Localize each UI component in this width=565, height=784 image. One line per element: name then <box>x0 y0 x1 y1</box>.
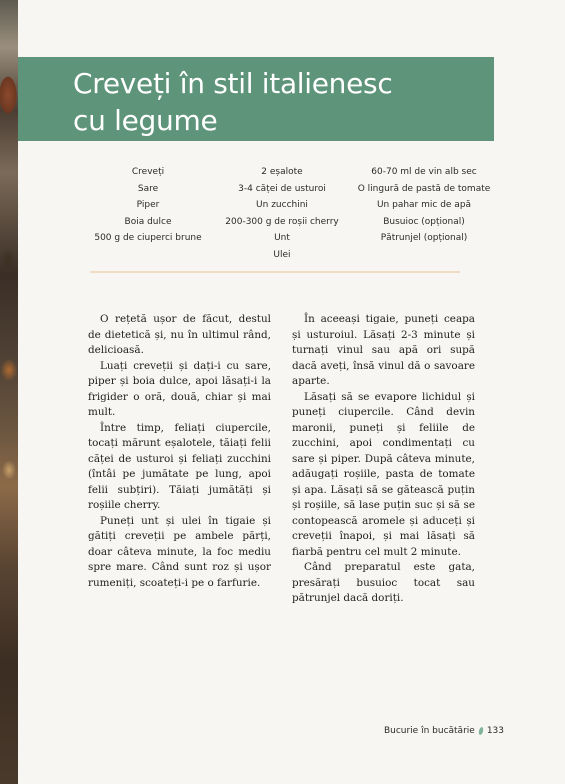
page-footer <box>384 726 504 736</box>
ingredient-item: Creveți <box>131 167 165 177</box>
ingredient-item: O lingură de pastă de tomate <box>357 183 491 194</box>
instruction-paragraph: Lăsați să se evapore lichidul și puneți ciupercile. Când devin maronii, puneți și feliile de zucchini, apoi condimentați cu sare și piper. După câteva minute, adăugați roșiile, pasta de tomate și apa. Lăsați să se gătească puțin și roșiile, să lase puțin suc și să se contopească aromele și aduceți și creveții înapoi, și mai lăsați să fiarbă pentru cel mult 2 minute. <box>292 390 475 558</box>
ingredient-item: 2 eșalote <box>261 167 303 177</box>
ingredient-item: Piper <box>136 200 160 210</box>
ingredient-item: Busuioc (opțional) <box>383 216 465 227</box>
instruction-paragraph: Luați creveții și dați-i cu sare, piper și boia dulce, apoi lăsați-i la frigider o oră, două, chiar și mai mult. <box>88 359 271 418</box>
ingredient-item: Pătrunjel (opțional) <box>380 233 468 243</box>
ingredient-item: Unt <box>274 233 290 243</box>
instruction-paragraph: Puneți unt și ulei în tigaie și gătiți creveții pe ambele părți, doar câteva minute, la foc mediu spre mare. Când sunt roz și ușor rumeniți, scoateți-i pe o farfurie. <box>88 514 271 589</box>
ingredients-column-3 <box>344 164 504 247</box>
instruction-paragraph: Între timp, feliați ciupercile, tocați mărunt eșalotele, tăiați felii căței de usturoi și feliați zucchini (întâi pe jumătate pe lung, apoi felii subțiri). Tăiați jumătăți și roșiile cherry. <box>88 421 271 511</box>
ingredient-item: Sare <box>137 183 159 194</box>
recipe-title <box>73 65 493 139</box>
book-title: Bucurie în bucătărie <box>383 726 475 736</box>
instruction-paragraph: În aceeași tigaie, puneți ceapa și usturoiul. Lăsați 2-3 minute și turnați vinul sau apă ori supă dacă aveți, însă vinul dă o savoare aparte. <box>292 313 475 387</box>
page-number: 133 <box>486 726 504 736</box>
instruction-paragraph: O rețetă ușor de făcut, destul de dietetică și, nu în ultimul rând, delicioasă. <box>88 313 271 356</box>
ingredient-item: 3-4 căței de usturoi <box>238 183 326 194</box>
recipe-title-line-2: cu legume <box>73 104 218 137</box>
ingredients-column-2 <box>202 164 362 263</box>
section-divider <box>90 271 460 273</box>
instructions-column-right <box>292 312 475 607</box>
ingredient-item: 500 g de ciuperci brune <box>94 233 202 243</box>
leaf-icon <box>478 727 484 736</box>
food-photo-edge <box>0 0 18 784</box>
instruction-paragraph: Când preparatul este gata, presărați busuioc tocat sau pătrunjel dacă doriți. <box>292 561 475 604</box>
ingredient-item: Un pahar mic de apă <box>376 200 472 210</box>
ingredient-item: 60-70 ml de vin alb sec <box>371 167 477 177</box>
ingredient-item: Boia dulce <box>124 216 172 227</box>
title-banner <box>18 57 494 141</box>
instructions-column-left <box>88 312 271 591</box>
ingredient-item: Un zucchini <box>256 200 308 210</box>
recipe-title-line-1: Creveți în stil italienesc <box>73 67 393 100</box>
ingredient-item: Ulei <box>273 249 291 260</box>
ingredient-item: 200-300 g de roșii cherry <box>225 216 339 227</box>
